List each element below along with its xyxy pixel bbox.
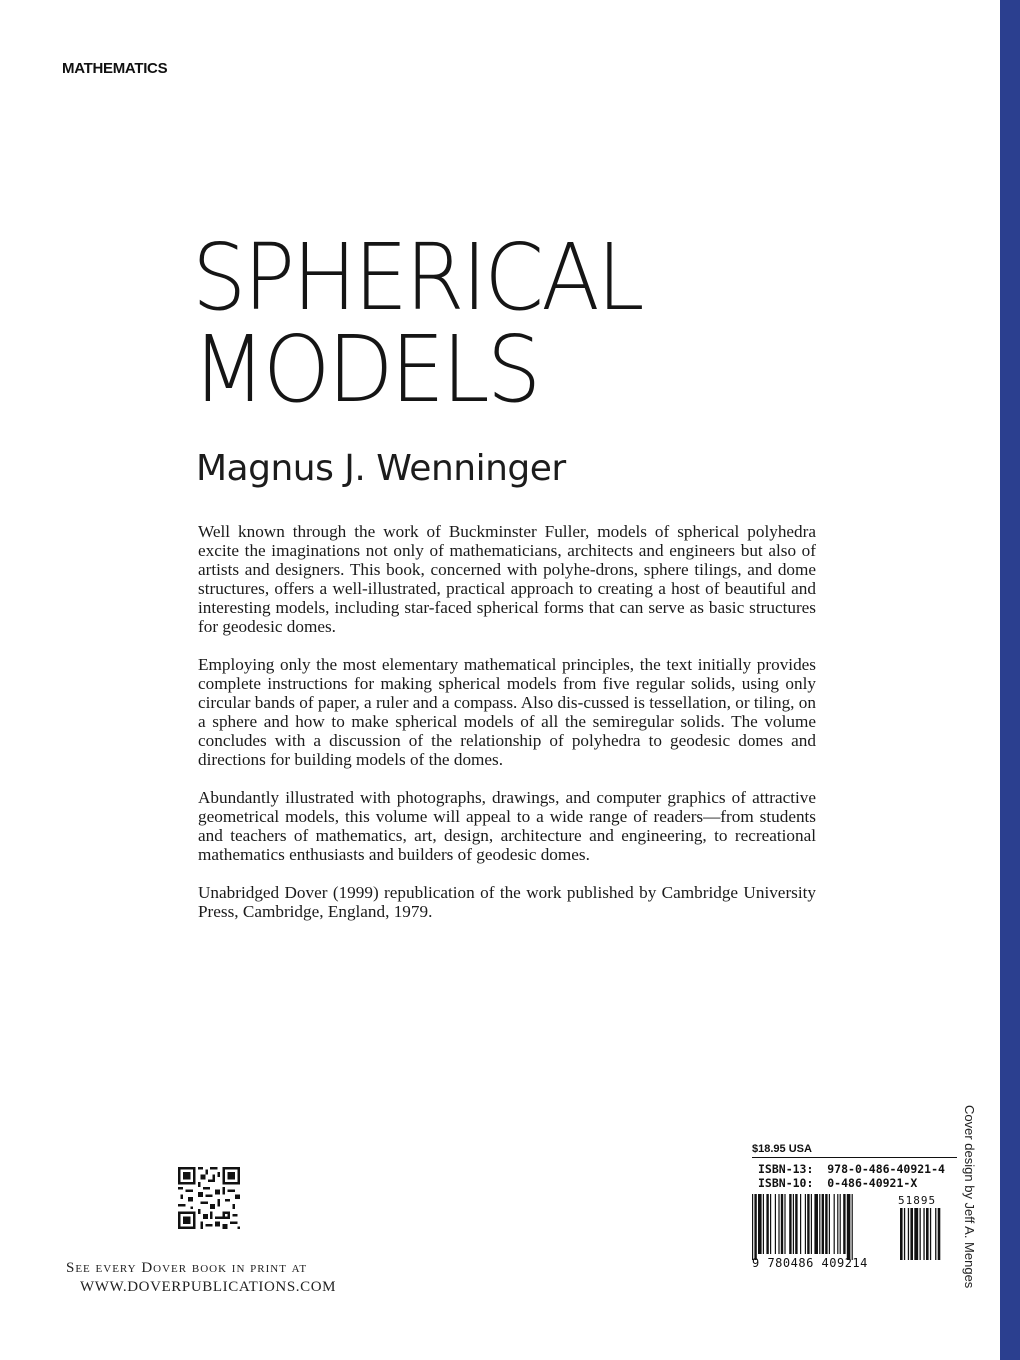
description (198, 522, 816, 940)
barcode-addon-digits: 51895 (898, 1194, 937, 1207)
description-paragraph-2: Employing only the most elementary mathematical principles, the text initially provides complete instructions for making spherical models from five regular solids, using only circular bands of paper, a ruler and a compass. Also dis-cussed is tessellation, or tiling, on a sphere and how to make spherical models of all the semiregular solids. The volume concludes with a discussion of the relationship of polyhedra to geodesic domes and directions for building models of the domes. (198, 655, 816, 769)
dover-tagline: See every Dover book in print at (66, 1260, 308, 1276)
isbn13-value: 978-0-486-40921-4 (827, 1162, 945, 1176)
spine-edge (1000, 0, 1020, 1360)
author-name: Magnus J. Wenninger (196, 448, 566, 489)
isbn10-label: ISBN-10: (758, 1176, 814, 1190)
price-divider (752, 1157, 957, 1158)
title-line-2: MODELS (192, 316, 539, 423)
cover-credit: Cover design by Jeff A. Menges (962, 1105, 977, 1289)
description-paragraph-3: Abundantly illustrated with photographs, drawings, and computer graphics of attractive geometrical models, this volume will appeal to a wide range of readers—from students and teachers of mathematics, art, design, architecture and engineering, to recreational mathematics enthusiasts and builders of geodesic domes. (198, 788, 816, 864)
isbn10-value: 0-486-40921-X (827, 1176, 918, 1190)
title-line-1: SPHERICAL (192, 224, 642, 331)
barcode-digits: 9 780486 409214 (752, 1256, 868, 1270)
qr-code-icon (178, 1167, 240, 1229)
category-label: MATHEMATICS (62, 60, 168, 77)
price-label: $18.95 USA (752, 1143, 812, 1155)
description-paragraph-1: Well known through the work of Buckminster Fuller, models of spherical polyhedra excite the imaginations not only of mathematicians, architects and engineers but also of artists and designers. This book, concerned with polyhe-drons, sphere tilings, and dome structures, offers a well-illustrated, practical approach to creating a host of beautiful and interesting models, including star-faced spherical forms that can serve as basic structures for geodesic domes. (198, 522, 816, 636)
book-title (192, 224, 642, 423)
description-paragraph-4: Unabridged Dover (1999) republication of the work published by Cambridge University Press, Cambridge, England, 1979. (198, 883, 816, 921)
isbn13-row (758, 1162, 945, 1176)
isbn10-row (758, 1176, 945, 1190)
isbn13-label: ISBN-13: (758, 1162, 814, 1176)
isbn-block (758, 1162, 945, 1190)
dover-website-link[interactable]: WWW.DOVERPUBLICATIONS.COM (80, 1279, 337, 1295)
